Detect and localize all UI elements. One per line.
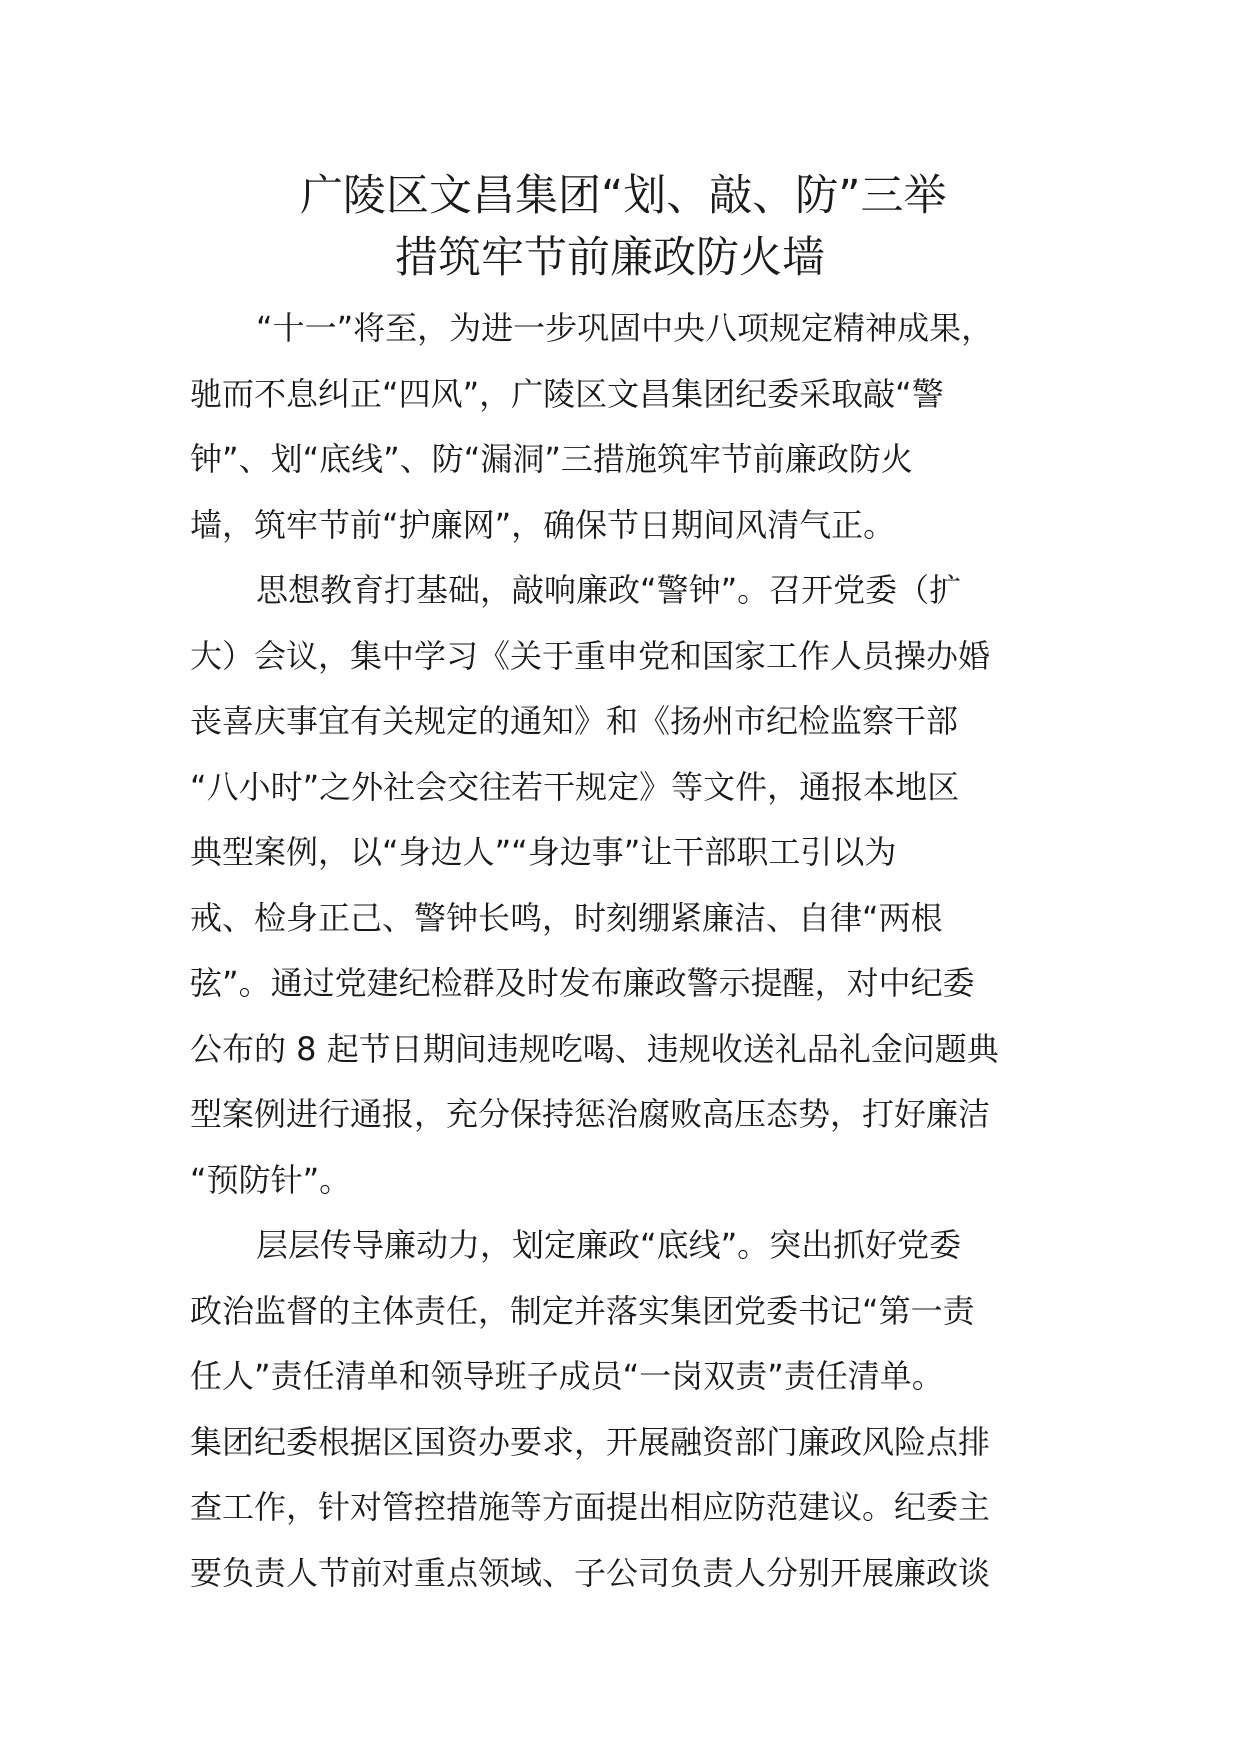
text-line: “预防针”。 (190, 1160, 352, 1199)
text-line: 层层传导廉动力，划定廉政“底线”。突出抓好党委 (256, 1226, 962, 1264)
paragraph-responsibility (190, 1213, 1030, 1606)
text-line: 思想教育打基础，敲响廉政“警钟”。召开党委（扩 (256, 571, 962, 609)
text-line: 戒、检身正己、警钟长鸣，时刻绷紧廉洁、自律“两根 (190, 898, 943, 937)
text-line: 任人”责任清单和领导班子成员“一岗双责”责任清单。 (190, 1357, 944, 1395)
text-line: “十一”将至，为进一步巩固中央八项规定精神成果， (256, 309, 994, 347)
paragraph-intro (190, 296, 1030, 558)
title-line: 广陵区文昌集团“划、敲、防”三举 (300, 171, 947, 221)
text-line: 型案例进行通报，充分保持惩治腐败高压态势，打好廉洁 (190, 1095, 991, 1133)
text-line: 墙，筑牢节前“护廉网”，确保节日期间风清气正。 (190, 505, 896, 544)
text-line: 集团纪委根据区国资办要求，开展融资部门廉政风险点排 (190, 1422, 991, 1461)
text-line: 公布的 8 起节日期间违规吃喝、违规收送礼品礼金问题典 (190, 1029, 999, 1068)
title-line: 措筑牢节前廉政防火墙 (395, 233, 825, 283)
text-line: 钟”、划“底线”、防“漏洞”三措施筑牢节前廉政防火 (190, 440, 913, 478)
text-line: 驰而不息纠正“四风”，广陵区文昌集团纪委采取敲“警 (190, 374, 944, 413)
text-line: 丧喜庆事宜有关规定的通知》和《扬州市纪检监察干部 (190, 702, 959, 740)
paragraph-education (190, 558, 1030, 1213)
document-title (190, 165, 1060, 289)
text-line: 弦”。通过党建纪检群及时发布廉政警示提醒，对中纪委 (190, 964, 975, 1002)
text-line: 要负责人节前对重点领域、子公司负责人分别开展廉政谈 (190, 1553, 991, 1592)
text-line: “八小时”之外社会交往若干规定》等文件，通报本地区 (190, 767, 960, 806)
text-line: 查工作，针对管控措施等方面提出相应防范建议。纪委主 (190, 1488, 991, 1526)
text-line: 典型案例，以“身边人”“身边事”让干部职工引以为 (190, 833, 897, 871)
text-line: 大）会议，集中学习《关于重申党和国家工作人员操办婚 (190, 636, 991, 675)
document-body (190, 296, 1030, 1606)
text-line: 政治监督的主体责任，制定并落实集团党委书记“第一责 (190, 1291, 975, 1330)
